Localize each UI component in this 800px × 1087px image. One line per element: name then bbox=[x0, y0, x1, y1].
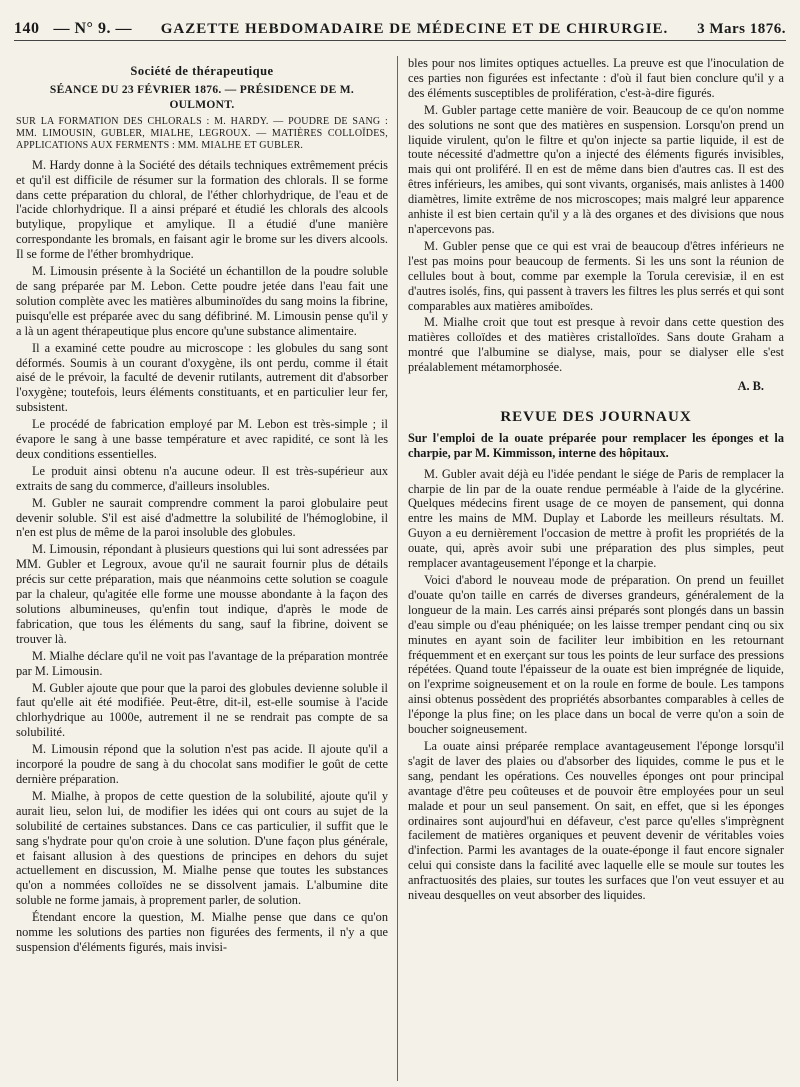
paragraph: M. Mialhe croit que tout est presque à revoir dans cette question des matières colloïdes et des matières cristalloïdes. Sans doute Graham a montré que l'albumine se dialyse, mais, pour se dialyser elle s'est préalablement métamorphosée. bbox=[408, 315, 784, 375]
paragraph: M. Mialhe déclare qu'il ne voit pas l'avantage de la préparation montrée par M. Limousin. bbox=[16, 648, 388, 678]
right-column bbox=[408, 56, 784, 903]
header-left bbox=[14, 20, 132, 38]
session-summary: SUR LA FORMATION DES CHLORALS : M. HARDY. — POUDRE DE SANG : MM. LIMOUSIN, GUBLER, MIALHE, LEGROUX. — MATIÈRES COLLOÏDES, APPLICATIONS AUX FERMENTS : MM. MIALHE ET GUBLER. bbox=[16, 115, 388, 151]
paragraph: M. Gubler ajoute que pour que la paroi des globules devienne soluble il faut qu'elle ait été modifiée. Peut-être, dit-il, est-elle soumise à l'acide chlorhydrique au 1000e, autrement il ne se rendrait pas compte de sa solubilité. bbox=[16, 680, 388, 740]
paragraph: M. Gubler avait déjà eu l'idée pendant le siége de Paris de remplacer la charpie de lin par de la ouate rendue perméable à l'aide de la glycérine. Quelques médecins firent usage de ce moyen de pansement, qui donna entre les mains de MM. Duplay et Laborde les meilleurs résultats. M. Guyon a eu dernièrement l'occasion de mettre à profit les propriétés de la ouate, qui, après avoir subi une préparation des plus simples, peut remplacer avantageusement l'éponge et la charpie. bbox=[408, 466, 784, 571]
paragraph: M. Gubler pense que ce qui est vrai de beaucoup d'êtres inférieurs ne l'est pas moins pour beaucoup de ferments. Si les uns sont la réunion de cellules bout à bout, comme par exemple la Torula cerevisiæ, il en est d'autres isolés, fins, qui passent à travers les filtres les plus serrés et qui sont comparables aux matières amiboïdes. bbox=[408, 238, 784, 313]
paragraph: M. Gubler partage cette manière de voir. Beaucoup de ce qu'on nomme des solutions ne sont que des matières en suspension. Lorsqu'on prend un liquide virulent, qu'on le filtre et qu'on injecte sa partie liquide, il est de toute nécessité d'admettre qu'on a injecté des éléments figurés invisibles, mais qui ont proliféré. Il en est de même dans bien d'autres cas. Il est des êtres inférieurs, les amibes, qui sont vivants, organisés, mais anlistes à 1400 diamètres, limite extrême de nos microscopes; mais malgré leur apparence anhiste il est bien certain qu'il y a là des organes et des divisions que nous n'apercevons pas. bbox=[408, 102, 784, 236]
paragraph: M. Gubler ne saurait comprendre comment la paroi globulaire peut devenir soluble. S'il est aisé d'admettre la solubilité de l'hémoglobine, il n'en est plus de même de la paroi insoluble des globules. bbox=[16, 495, 388, 540]
paragraph: Étendant encore la question, M. Mialhe pense que dans ce qu'on nomme les solutions des parties non figurées des ferments, il n'y a que suspension d'éléments figurés, mais invisi- bbox=[16, 910, 388, 954]
section-title: REVUE DES JOURNAUX bbox=[500, 408, 692, 425]
paragraph: Le produit ainsi obtenu n'a aucune odeur. Il est très-supérieur aux extraits de sang du commerce, d'ailleurs insolubles. bbox=[16, 463, 388, 493]
paragraph: La ouate ainsi préparée remplace avantageusement l'éponge lorsqu'il s'agit de laver des plaies ou d'absorber des liquides, comme le pus et le sang, pendant les opérations. Ces nouvelles éponges ont pour principal avantage d'être peu coûteuses et de pouvoir être employées pour un seul malade et pour un seul pansement. On sait, en effet, que si les éponges ordinaires sont aujourd'hui en défaveur, c'est parce qu'elles s'imprègnent facilement de matières organiques et peuvent devenir de véritables voies d'infection. Parmi les avantages de la ouate-éponge il faut encore signaler celui qui consiste dans la facilité avec laquelle elle se moule sur toutes les anfractuosités des plaies, sur toutes les surfaces que l'on veut essuyer et au niveau desquelles on veut absorber des liquides. bbox=[408, 738, 784, 903]
issue-number: — N° 9. — bbox=[53, 20, 132, 37]
society-heading: Société de thérapeutique bbox=[130, 64, 274, 78]
paragraph: M. Hardy donne à la Société des détails techniques extrêmement précis et qu'il est difficile de résumer sur la formation des chlorals. Il se forme dans cette préparation du chloral, de l'éther chlorhydrique, de l'eau et de l'acide chlorhydrique. Il a ainsi préparé et étudié les chlorals des alcools butylique, propylique et amylique. Il a étudié d'une manière correspondante les bromals, en faisant agir le brome sur les divers alcools. Il se forme de l'éther bromhydrique. bbox=[16, 157, 388, 262]
paragraph: M. Limousin présente à la Société un échantillon de la poudre soluble de sang préparée par M. Lebon. Cette poudre jetée dans l'eau fait une solution complète avec les matières albuminoïdes du sang moins la fibrine, puisqu'elle est préparée avec du sang défibriné. M. Limousin pense qu'il y a là un agent thérapeutique plus encore qu'une substance alimentaire. bbox=[16, 264, 388, 338]
seance-heading: SÉANCE DU 23 FÉVRIER 1876. — PRÉSIDENCE DE M. OULMONT. bbox=[49, 83, 355, 111]
page-number: 140 bbox=[14, 20, 40, 37]
article-title: Sur l'emploi de la ouate préparée pour remplacer les éponges et la charpie, par M. Kimmisson, interne des hôpitaux. bbox=[408, 430, 784, 460]
column-divider bbox=[397, 56, 398, 1081]
journal-title: GAZETTE HEBDOMADAIRE DE MÉDECINE ET DE CHIRURGIE. bbox=[160, 20, 669, 37]
issue-date: 3 Mars 1876. bbox=[697, 20, 786, 37]
paragraph: M. Limousin répond que la solution n'est pas acide. Il ajoute qu'il a incorporé la poudre de sang à du chocolat sans modifier le goût de cette dernière préparation. bbox=[16, 742, 388, 786]
paragraph: bles pour nos limites optiques actuelles. La preuve est que l'inoculation de ces parties non figurées est infectante : d'où il faut bien conclure qu'il y a des éléments susceptibles de prolifération, c'est-à-dire figurés. bbox=[408, 56, 784, 100]
paragraph: Il a examiné cette poudre au microscope : les globules du sang sont déformés. Soumis à un courant d'oxygène, ils ont perdu, comme il était aisé de le prévoir, la faculté de devenir rutilants, autrement dit d'absorber l'oxygène; toutefois, leurs éléments constituants, et en particulier leur fer, subsistent. bbox=[16, 340, 388, 415]
paragraph: Le procédé de fabrication employé par M. Lebon est très-simple ; il évapore le sang à une basse température et avec rapidité, ce sont là les deux conditions essentielles. bbox=[16, 417, 388, 461]
left-column bbox=[16, 56, 388, 955]
paragraph: Voici d'abord le nouveau mode de préparation. On prend un feuillet d'ouate qu'on taille en carrés de diverses grandeurs, généralement de la longueur de la main. Les carrés ainsi préparés sont plongés dans un bassin d'eau simple ou d'eau phéniquée; on les laisse tremper pendant cinq ou six minutes en ayant soin de faciliter leur imbibition en les retournant fréquemment et en exerçant sur tous les points de leur surface des pressions répétées. Quand toute l'épaisseur de la ouate est bien imprégnée de liquide, on l'exprime soigneusement et on la roule en forme de boule. Les tampons ainsi obtenus possèdent des propriétés absorbantes comparables à celles de l'éponge la plus fine; on les place dans un bocal de verre qu'on a soin de boucher soigneusement. bbox=[408, 573, 784, 737]
paragraph: M. Mialhe, à propos de cette question de la solubilité, ajoute qu'il y aurait lieu, selon lui, de modifier les idées qui ont cours au sujet de la solubilité de certaines substances. Dans ce cas particulier, il suffit que le sang s'hydrate pour qu'on croie à une solution. D'une façon plus générale, et faisant allusion à des questions de principes en dehors du sujet actuellement en discussion, M. Mialhe pense que toutes les substances qu'on a nommées colloïdes ne se dissolvent jamais. L'albumine dite soluble ne forme jamais, à proprement parler, de solution. bbox=[16, 788, 388, 908]
page-header bbox=[14, 18, 786, 41]
paragraph: M. Limousin, répondant à plusieurs questions qui lui sont adressées par MM. Gubler et Legroux, avoue qu'il ne saurait fournir plus de détails précis sur cette préparation, mais que néanmoins cette solution se coagule par la chaleur, qu'agitée elle forme une mousse abondante à la façon des solutions albumineuses, qu'enfin tout indique, d'après le mode de fabrication, que tous les éléments du sang, sauf la fibrine, doivent se trouver là. bbox=[16, 542, 388, 646]
signature: A. B. bbox=[737, 379, 764, 394]
